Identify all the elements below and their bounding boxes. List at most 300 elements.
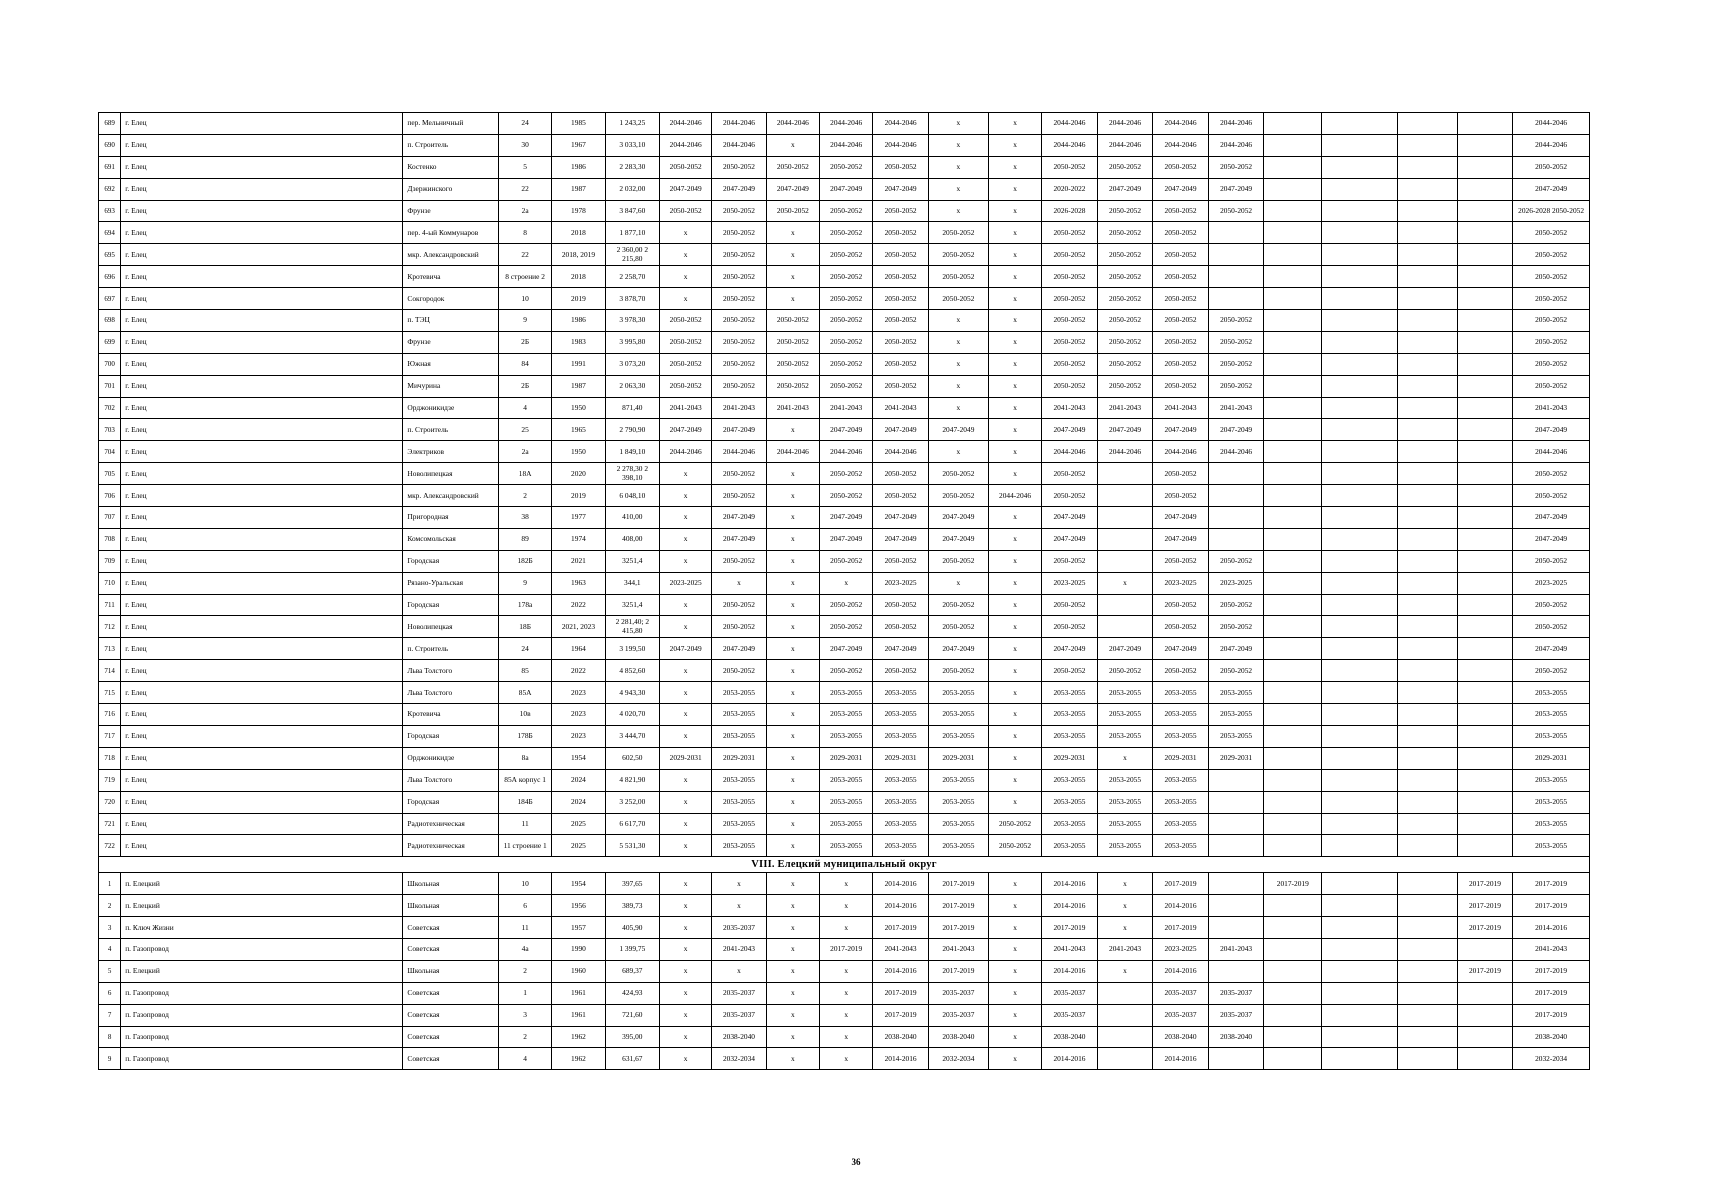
cell-work-period xyxy=(1322,353,1398,375)
cell-work-period xyxy=(1208,917,1264,939)
cell-work-period xyxy=(1457,113,1513,135)
cell-work-period xyxy=(1264,375,1322,397)
cell-locality: г. Елец xyxy=(121,704,403,726)
cell-area: 4 943,30 xyxy=(605,682,659,704)
cell-total: 2050-2052 xyxy=(1513,156,1590,178)
table-row xyxy=(99,507,1590,529)
cell-locality: п. Елецкий xyxy=(121,960,403,982)
cell-work-period: x xyxy=(660,244,712,266)
cell-work-period xyxy=(1208,244,1264,266)
cell-work-period: 2050-2052 xyxy=(1097,222,1153,244)
cell-work-period: 2050-2052 xyxy=(1042,331,1098,353)
cell-work-period: 2014-2016 xyxy=(873,1048,929,1070)
cell-area: 3 995,80 xyxy=(605,331,659,353)
cell-area: 602,50 xyxy=(605,747,659,769)
cell-year: 2021, 2023 xyxy=(552,616,605,638)
cell-work-period: 2023-2025 xyxy=(1153,938,1209,960)
cell-work-period xyxy=(1457,550,1513,572)
cell-house: 22 xyxy=(498,178,551,200)
cell-total: 2029-2031 xyxy=(1513,747,1590,769)
cell-work-period: 2053-2055 xyxy=(712,704,766,726)
table-row xyxy=(99,134,1590,156)
cell-work-period xyxy=(1097,1048,1153,1070)
cell-work-period: 2020-2022 xyxy=(1042,178,1098,200)
cell-work-period: 2035-2037 xyxy=(1042,1004,1098,1026)
cell-work-period xyxy=(1322,982,1398,1004)
cell-work-period: 2047-2049 xyxy=(660,419,712,441)
cell-total: 2050-2052 xyxy=(1513,244,1590,266)
cell-work-period xyxy=(1322,419,1398,441)
cell-work-period: 2044-2046 xyxy=(1097,134,1153,156)
cell-year: 2018 xyxy=(552,266,605,288)
cell-work-period: 2026-2028 xyxy=(1042,200,1098,222)
cell-work-period: 2044-2046 xyxy=(712,134,766,156)
table-row xyxy=(99,616,1590,638)
cell-work-period xyxy=(1397,616,1457,638)
cell-work-period: x xyxy=(988,288,1041,310)
cell-total: 2017-2019 xyxy=(1513,1004,1590,1026)
cell-number: 7 xyxy=(99,1004,121,1026)
cell-work-period xyxy=(1097,550,1153,572)
cell-work-period xyxy=(1397,419,1457,441)
cell-work-period xyxy=(1457,704,1513,726)
cell-work-period: 2050-2052 xyxy=(1208,660,1264,682)
cell-work-period: 2050-2052 xyxy=(928,660,988,682)
cell-work-period xyxy=(1457,134,1513,156)
cell-work-period: 2053-2055 xyxy=(820,725,873,747)
cell-work-period: 2047-2049 xyxy=(1153,419,1209,441)
cell-work-period xyxy=(1322,310,1398,332)
cell-year: 1986 xyxy=(552,310,605,332)
cell-number: 701 xyxy=(99,375,121,397)
cell-total: 2017-2019 xyxy=(1513,982,1590,1004)
cell-street: Кротевича xyxy=(403,704,499,726)
cell-work-period xyxy=(1264,288,1322,310)
cell-total: 2047-2049 xyxy=(1513,419,1590,441)
cell-work-period: x xyxy=(988,222,1041,244)
cell-work-period: 2029-2031 xyxy=(1042,747,1098,769)
cell-house: 9 xyxy=(498,572,551,594)
cell-locality: г. Елец xyxy=(121,244,403,266)
cell-work-period: 2053-2055 xyxy=(712,791,766,813)
cell-work-period xyxy=(1264,769,1322,791)
cell-work-period xyxy=(1322,960,1398,982)
cell-area: 6 048,10 xyxy=(605,485,659,507)
cell-work-period: 2053-2055 xyxy=(873,769,929,791)
cell-work-period xyxy=(1208,769,1264,791)
cell-work-period: 2050-2052 xyxy=(873,550,929,572)
cell-work-period xyxy=(1264,507,1322,529)
cell-work-period xyxy=(1457,747,1513,769)
cell-locality: г. Елец xyxy=(121,222,403,244)
cell-work-period: 2050-2052 xyxy=(712,310,766,332)
cell-work-period: 2053-2055 xyxy=(1097,725,1153,747)
cell-locality: г. Елец xyxy=(121,266,403,288)
cell-work-period: x xyxy=(766,682,819,704)
cell-work-period: 2050-2052 xyxy=(1042,353,1098,375)
cell-area: 689,37 xyxy=(605,960,659,982)
cell-work-period: 2050-2052 xyxy=(1097,331,1153,353)
cell-work-period xyxy=(1397,550,1457,572)
cell-work-period xyxy=(1208,873,1264,895)
cell-work-period: 2050-2052 xyxy=(820,463,873,485)
cell-work-period xyxy=(1397,441,1457,463)
cell-street: Кротевича xyxy=(403,266,499,288)
cell-number: 8 xyxy=(99,1026,121,1048)
cell-work-period: 2050-2052 xyxy=(1042,375,1098,397)
section-header-row xyxy=(99,857,1590,873)
cell-work-period: 2050-2052 xyxy=(873,156,929,178)
cell-work-period: 2047-2049 xyxy=(766,178,819,200)
cell-work-period: 2041-2043 xyxy=(1097,397,1153,419)
cell-street: Советская xyxy=(403,938,499,960)
cell-work-period xyxy=(1322,113,1398,135)
table-row xyxy=(99,982,1590,1004)
cell-work-period: 2050-2052 xyxy=(873,660,929,682)
cell-work-period xyxy=(1208,507,1264,529)
cell-locality: г. Елец xyxy=(121,419,403,441)
cell-work-period: 2050-2052 xyxy=(1097,660,1153,682)
cell-area: 410,00 xyxy=(605,507,659,529)
cell-street: мкр. Александровский xyxy=(403,244,499,266)
cell-total: 2053-2055 xyxy=(1513,791,1590,813)
cell-work-period: 2035-2037 xyxy=(1208,982,1264,1004)
cell-work-period: 2053-2055 xyxy=(873,835,929,857)
cell-work-period: 2053-2055 xyxy=(712,769,766,791)
cell-house: 4 xyxy=(498,397,551,419)
cell-work-period: x xyxy=(766,960,819,982)
cell-work-period xyxy=(1097,616,1153,638)
cell-area: 721,60 xyxy=(605,1004,659,1026)
cell-work-period: 2029-2031 xyxy=(660,747,712,769)
cell-work-period: x xyxy=(1097,572,1153,594)
cell-work-period xyxy=(1097,1004,1153,1026)
cell-work-period: 2017-2019 xyxy=(1457,873,1513,895)
cell-work-period xyxy=(1457,375,1513,397)
cell-work-period xyxy=(1322,594,1398,616)
cell-work-period xyxy=(1264,244,1322,266)
cell-work-period: x xyxy=(712,572,766,594)
cell-work-period: 2050-2052 xyxy=(928,616,988,638)
cell-work-period: 2044-2046 xyxy=(820,441,873,463)
cell-work-period xyxy=(1322,528,1398,550)
table-row xyxy=(99,288,1590,310)
cell-work-period: 2053-2055 xyxy=(712,813,766,835)
cell-work-period: x xyxy=(820,873,873,895)
cell-work-period: 2050-2052 xyxy=(1153,375,1209,397)
cell-area: 3 847,60 xyxy=(605,200,659,222)
cell-work-period: 2053-2055 xyxy=(1097,682,1153,704)
cell-year: 1963 xyxy=(552,572,605,594)
cell-work-period: 2050-2052 xyxy=(712,244,766,266)
cell-work-period: x xyxy=(820,960,873,982)
cell-work-period: x xyxy=(660,594,712,616)
cell-work-period: 2044-2046 xyxy=(766,441,819,463)
cell-work-period: 2050-2052 xyxy=(820,594,873,616)
cell-street: Дзержинского xyxy=(403,178,499,200)
cell-house: 178а xyxy=(498,594,551,616)
cell-work-period: 2050-2052 xyxy=(1042,594,1098,616)
cell-work-period: 2017-2019 xyxy=(873,982,929,1004)
cell-work-period: x xyxy=(1097,747,1153,769)
cell-street: п. Строитель xyxy=(403,134,499,156)
cell-work-period: 2050-2052 xyxy=(766,200,819,222)
cell-work-period: 2023-2025 xyxy=(1153,572,1209,594)
cell-work-period: 2050-2052 xyxy=(1153,200,1209,222)
cell-work-period: 2047-2049 xyxy=(873,528,929,550)
table-row xyxy=(99,375,1590,397)
cell-work-period: 2017-2019 xyxy=(928,960,988,982)
cell-work-period xyxy=(1264,222,1322,244)
cell-work-period: 2041-2043 xyxy=(928,938,988,960)
cell-work-period: 2053-2055 xyxy=(873,704,929,726)
cell-work-period: 2044-2046 xyxy=(1208,441,1264,463)
cell-work-period: x xyxy=(766,791,819,813)
cell-work-period: 2053-2055 xyxy=(1153,835,1209,857)
cell-work-period: 2041-2043 xyxy=(1042,938,1098,960)
cell-work-period: 2050-2052 xyxy=(1042,288,1098,310)
cell-work-period xyxy=(1397,917,1457,939)
cell-work-period: 2053-2055 xyxy=(1153,725,1209,747)
cell-work-period xyxy=(1264,938,1322,960)
cell-total: 2047-2049 xyxy=(1513,528,1590,550)
cell-street: Орджоникидзе xyxy=(403,397,499,419)
cell-work-period xyxy=(1322,507,1398,529)
cell-work-period: 2017-2019 xyxy=(1457,960,1513,982)
cell-work-period: 2050-2052 xyxy=(660,200,712,222)
cell-area: 3 199,50 xyxy=(605,638,659,660)
cell-work-period: 2047-2049 xyxy=(873,638,929,660)
cell-work-period: 2050-2052 xyxy=(820,616,873,638)
cell-work-period: 2023-2025 xyxy=(660,572,712,594)
cell-work-period xyxy=(1264,266,1322,288)
cell-work-period: 2017-2019 xyxy=(873,1004,929,1026)
cell-total: 2047-2049 xyxy=(1513,507,1590,529)
cell-work-period: 2050-2052 xyxy=(873,375,929,397)
cell-work-period: 2041-2043 xyxy=(766,397,819,419)
cell-house: 8а xyxy=(498,747,551,769)
cell-street: Школьная xyxy=(403,873,499,895)
cell-work-period xyxy=(1457,835,1513,857)
cell-work-period: 2014-2016 xyxy=(1153,1048,1209,1070)
cell-work-period: 2050-2052 xyxy=(1153,594,1209,616)
cell-work-period: 2053-2055 xyxy=(1153,704,1209,726)
cell-work-period: 2044-2046 xyxy=(1208,134,1264,156)
housing-repair-table xyxy=(98,112,1590,1070)
cell-house: 184Б xyxy=(498,791,551,813)
cell-work-period: 2053-2055 xyxy=(873,682,929,704)
table-row xyxy=(99,1004,1590,1026)
cell-work-period: 2044-2046 xyxy=(873,134,929,156)
cell-work-period: x xyxy=(988,1004,1041,1026)
cell-work-period: 2041-2043 xyxy=(712,397,766,419)
cell-work-period xyxy=(1264,550,1322,572)
cell-locality: г. Елец xyxy=(121,594,403,616)
cell-work-period: 2047-2049 xyxy=(928,419,988,441)
cell-locality: п. Газопровод xyxy=(121,1004,403,1026)
cell-work-period: 2035-2037 xyxy=(712,1004,766,1026)
cell-work-period: 2050-2052 xyxy=(712,156,766,178)
cell-number: 709 xyxy=(99,550,121,572)
cell-work-period: 2044-2046 xyxy=(820,134,873,156)
cell-street: Радиотехническая xyxy=(403,813,499,835)
cell-locality: г. Елец xyxy=(121,638,403,660)
cell-work-period xyxy=(1322,747,1398,769)
cell-year: 1957 xyxy=(552,917,605,939)
cell-work-period: 2017-2019 xyxy=(928,873,988,895)
cell-total: 2023-2025 xyxy=(1513,572,1590,594)
cell-street: Пригородная xyxy=(403,507,499,529)
cell-work-period: 2050-2052 xyxy=(766,310,819,332)
cell-work-period: 2044-2046 xyxy=(660,134,712,156)
cell-street: Городская xyxy=(403,725,499,747)
cell-work-period: 2044-2046 xyxy=(660,113,712,135)
cell-work-period xyxy=(1264,835,1322,857)
table-row xyxy=(99,397,1590,419)
cell-work-period: x xyxy=(766,769,819,791)
cell-work-period: 2050-2052 xyxy=(928,594,988,616)
cell-work-period xyxy=(1264,895,1322,917)
cell-street: пер. Мельничный xyxy=(403,113,499,135)
cell-work-period: 2050-2052 xyxy=(820,222,873,244)
cell-work-period: 2050-2052 xyxy=(1042,244,1098,266)
table-row xyxy=(99,638,1590,660)
cell-work-period: 2050-2052 xyxy=(1153,310,1209,332)
cell-work-period: 2014-2016 xyxy=(873,895,929,917)
cell-work-period: x xyxy=(988,397,1041,419)
cell-work-period xyxy=(1264,310,1322,332)
cell-work-period: 2047-2049 xyxy=(712,528,766,550)
cell-work-period xyxy=(1457,463,1513,485)
cell-work-period: 2050-2052 xyxy=(820,288,873,310)
cell-work-period: 2050-2052 xyxy=(988,835,1041,857)
cell-locality: п. Газопровод xyxy=(121,938,403,960)
cell-work-period xyxy=(1397,353,1457,375)
cell-work-period xyxy=(1457,485,1513,507)
cell-number: 3 xyxy=(99,917,121,939)
cell-number: 690 xyxy=(99,134,121,156)
cell-work-period: x xyxy=(928,200,988,222)
cell-work-period: 2047-2049 xyxy=(1097,638,1153,660)
cell-house: 2а xyxy=(498,200,551,222)
table-row xyxy=(99,791,1590,813)
table-row xyxy=(99,528,1590,550)
cell-locality: г. Елец xyxy=(121,463,403,485)
cell-work-period xyxy=(1264,353,1322,375)
cell-year: 2024 xyxy=(552,791,605,813)
cell-work-period xyxy=(1397,960,1457,982)
cell-work-period: 2050-2052 xyxy=(1097,244,1153,266)
cell-work-period: x xyxy=(928,331,988,353)
cell-work-period: 2050-2052 xyxy=(1208,331,1264,353)
cell-work-period: x xyxy=(660,507,712,529)
cell-work-period: 2035-2037 xyxy=(928,1004,988,1026)
cell-street: Льва Толстого xyxy=(403,769,499,791)
cell-locality: г. Елец xyxy=(121,616,403,638)
cell-work-period xyxy=(1322,813,1398,835)
cell-work-period: x xyxy=(1097,960,1153,982)
cell-work-period: x xyxy=(712,873,766,895)
cell-work-period: 2029-2031 xyxy=(712,747,766,769)
cell-work-period: 2050-2052 xyxy=(660,353,712,375)
cell-work-period: 2050-2052 xyxy=(1097,310,1153,332)
cell-work-period xyxy=(1322,1026,1398,1048)
cell-work-period xyxy=(1397,638,1457,660)
cell-house: 84 xyxy=(498,353,551,375)
cell-work-period xyxy=(1457,791,1513,813)
cell-work-period: 2053-2055 xyxy=(1153,813,1209,835)
cell-work-period: 2050-2052 xyxy=(988,813,1041,835)
cell-work-period: x xyxy=(660,1026,712,1048)
cell-work-period: 2047-2049 xyxy=(1042,528,1098,550)
cell-work-period: x xyxy=(766,873,819,895)
table-row xyxy=(99,835,1590,857)
cell-locality: г. Елец xyxy=(121,660,403,682)
table-row xyxy=(99,572,1590,594)
cell-year: 2020 xyxy=(552,463,605,485)
cell-work-period: x xyxy=(766,813,819,835)
cell-work-period: 2050-2052 xyxy=(766,375,819,397)
cell-work-period xyxy=(1322,178,1398,200)
cell-number: 4 xyxy=(99,938,121,960)
cell-work-period: x xyxy=(820,1026,873,1048)
cell-year: 2024 xyxy=(552,769,605,791)
cell-work-period: 2050-2052 xyxy=(712,200,766,222)
cell-work-period: 2050-2052 xyxy=(660,310,712,332)
cell-total: 2053-2055 xyxy=(1513,682,1590,704)
cell-work-period xyxy=(1322,375,1398,397)
cell-total: 2026-2028 2050-2052 xyxy=(1513,200,1590,222)
cell-work-period: 2053-2055 xyxy=(928,769,988,791)
cell-work-period: 2050-2052 xyxy=(660,331,712,353)
cell-work-period: x xyxy=(766,419,819,441)
table-row xyxy=(99,244,1590,266)
cell-work-period: 2050-2052 xyxy=(712,616,766,638)
cell-work-period: x xyxy=(928,572,988,594)
cell-street: Советская xyxy=(403,1026,499,1048)
cell-year: 2023 xyxy=(552,704,605,726)
cell-work-period: 2047-2049 xyxy=(712,419,766,441)
cell-work-period: x xyxy=(988,594,1041,616)
cell-work-period: 2050-2052 xyxy=(820,550,873,572)
cell-work-period: x xyxy=(660,485,712,507)
cell-work-period: x xyxy=(766,938,819,960)
cell-work-period: x xyxy=(660,938,712,960)
cell-work-period: 2050-2052 xyxy=(1042,550,1098,572)
cell-number: 705 xyxy=(99,463,121,485)
cell-total: 2044-2046 xyxy=(1513,441,1590,463)
cell-work-period: x xyxy=(928,113,988,135)
cell-total: 2050-2052 xyxy=(1513,485,1590,507)
cell-work-period: 2014-2016 xyxy=(1042,1048,1098,1070)
cell-work-period: 2044-2046 xyxy=(660,441,712,463)
cell-house: 18А xyxy=(498,463,551,485)
table-row xyxy=(99,873,1590,895)
cell-work-period xyxy=(1208,960,1264,982)
cell-work-period xyxy=(1322,485,1398,507)
cell-area: 3 978,30 xyxy=(605,310,659,332)
cell-work-period xyxy=(1397,704,1457,726)
cell-work-period xyxy=(1264,791,1322,813)
cell-work-period xyxy=(1457,507,1513,529)
cell-number: 5 xyxy=(99,960,121,982)
cell-work-period: 2053-2055 xyxy=(1208,682,1264,704)
cell-locality: п. Газопровод xyxy=(121,1048,403,1070)
cell-work-period xyxy=(1397,982,1457,1004)
cell-work-period: 2053-2055 xyxy=(820,835,873,857)
cell-work-period: 2053-2055 xyxy=(1153,791,1209,813)
cell-year: 1986 xyxy=(552,156,605,178)
